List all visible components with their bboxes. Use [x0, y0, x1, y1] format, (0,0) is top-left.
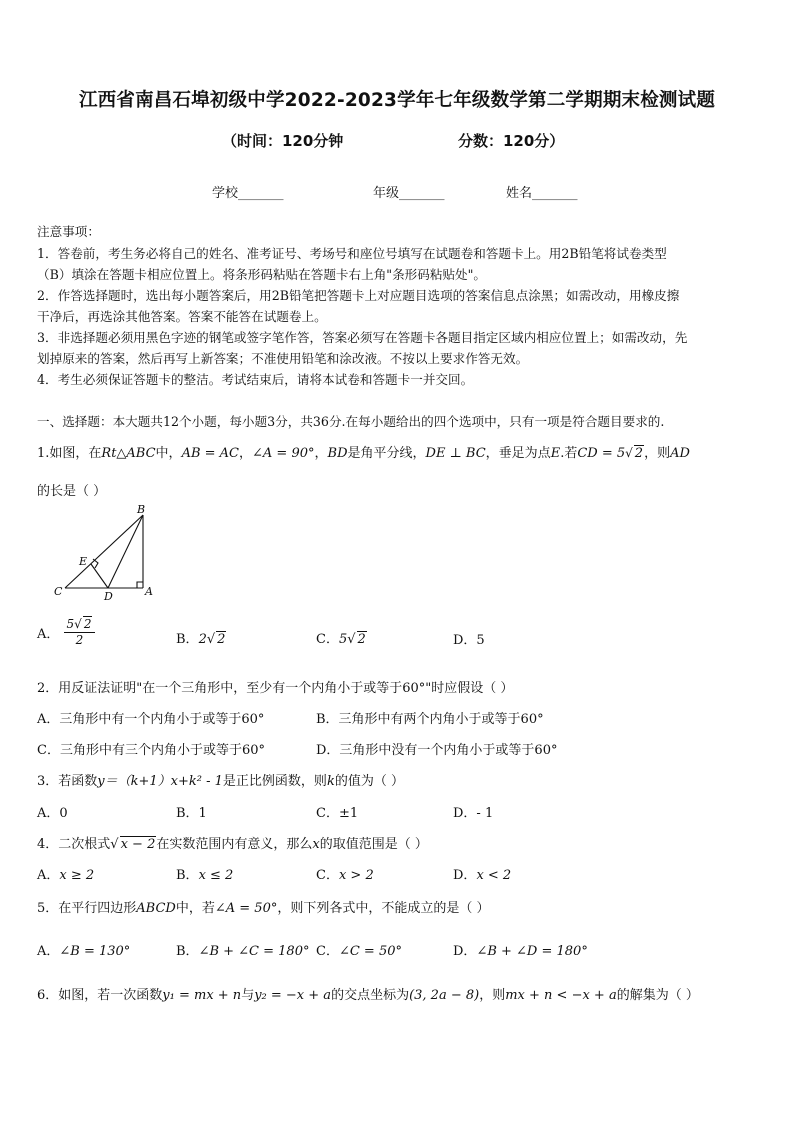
page-title: 江西省南昌石埠初级中学2022-2023学年七年级数学第二学期期末检测试题	[78, 90, 716, 111]
q3-option-a[interactable]: A．0	[37, 806, 68, 821]
q3-option-d[interactable]: D．- 1	[453, 806, 494, 821]
exam-time: （时间：120分钟	[222, 132, 344, 150]
q1-option-c[interactable]: C．5√ 2	[316, 632, 366, 647]
question-4-stem: 4．二次根式√ x − 2在实数范围内有意义，那么x的取值范围是（ ）	[37, 837, 428, 852]
q1-option-b[interactable]: B．2√ 2	[176, 632, 226, 647]
q5-option-b[interactable]: B．∠B + ∠C = 180°	[176, 944, 310, 959]
notice-line: 3．非选择题必须用黑色字迹的钢笔或签字笔作答，答案必须写在答题卡各题目指定区域内相应位置上；如需改动，先	[37, 330, 688, 345]
q4-option-d[interactable]: D．x < 2	[453, 868, 512, 883]
question-3-stem: 3．若函数y＝（k+1）x+k² - 1是正比例函数，则k的值为（ ）	[37, 774, 404, 789]
notice-line: 1．答卷前，考生务必将自己的姓名、准考证号、考场号和座位号填写在试题卷和答题卡上。用2B铅笔将试卷类型	[37, 246, 667, 261]
q2-option-a[interactable]: A．三角形中有一个内角小于或等于60°	[37, 712, 265, 727]
q5-option-c[interactable]: C．∠C = 50°	[316, 944, 402, 959]
notice-heading: 注意事项：	[37, 224, 100, 239]
vertex-label-e: E	[79, 555, 88, 568]
q5-option-a[interactable]: A．∠B = 130°	[37, 944, 131, 959]
school-field: 学校_______	[212, 186, 284, 201]
question-1-stem: 1.如图，在Rt△ABC中，AB = AC，∠A = 90°，BD是角平分线，DE ⊥ BC，垂足为点E.若CD = 5√ 2，则AD	[37, 446, 690, 461]
triangle-figure	[50, 502, 160, 600]
q2-option-c[interactable]: C．三角形中有三个内角小于或等于60°	[37, 743, 265, 758]
notice-line: 4．考生必须保证答题卡的整洁。考试结束后，请将本试卷和答题卡一并交回。	[37, 372, 474, 387]
vertex-label-d: D	[104, 590, 113, 600]
q2-option-d[interactable]: D．三角形中没有一个内角小于或等于60°	[316, 743, 558, 758]
q4-option-a[interactable]: A．x ≥ 2	[37, 868, 95, 883]
grade-field: 年级_______	[373, 186, 445, 201]
notice-line: （B）填涂在答题卡相应位置上。将条形码粘贴在答题卡右上角"条形码粘贴处"。	[37, 267, 487, 282]
q2-option-b[interactable]: B．三角形中有两个内角小于或等于60°	[316, 712, 544, 727]
section-heading: 一、选择题：本大题共12个小题，每小题3分，共36分.在每小题给出的四个选项中，只有一项是符合题目要求的.	[37, 414, 665, 429]
question-1-stem-line2: 的长是（ ）	[37, 484, 107, 499]
vertex-label-b: B	[137, 503, 146, 516]
question-6-stem: 6．如图，若一次函数y₁ = mx + n与y₂ = −x + a的交点坐标为(3, 2a − 8)，则mx + n < −x + a的解集为（ ）	[37, 988, 699, 1003]
exam-score: 分数：120分）	[458, 132, 565, 150]
q4-option-b[interactable]: B．x ≤ 2	[176, 868, 234, 883]
question-2-stem: 2．用反证法证明"在一个三角形中，至少有一个内角小于或等于60°"时应假设（ ）	[37, 681, 514, 696]
notice-line: 2．作答选择题时，选出每小题答案后，用2B铅笔把答题卡上对应题目选项的答案信息点涂黑；如需改动，用橡皮擦	[37, 288, 680, 303]
vertex-label-c: C	[54, 585, 63, 598]
q3-option-b[interactable]: B．1	[176, 806, 207, 821]
q4-option-c[interactable]: C．x > 2	[316, 868, 374, 883]
q1-option-d[interactable]: D．5	[453, 633, 485, 648]
q5-option-d[interactable]: D．∠B + ∠D = 180°	[453, 944, 588, 959]
notice-line: 干净后，再选涂其他答案。答案不能答在试题卷上。	[37, 309, 327, 324]
vertex-label-a: A	[145, 585, 153, 598]
name-field: 姓名_______	[506, 186, 578, 201]
q1-option-a[interactable]: A． $\frac{5√ 2}{2}$	[37, 617, 95, 648]
notice-line: 划掉原来的答案，然后再写上新答案；不准使用铅笔和涂改液。不按以上要求作答无效。	[37, 351, 529, 366]
question-5-stem: 5．在平行四边形ABCD中，若∠A = 50°，则下列各式中，不能成立的是（ ）	[37, 901, 490, 916]
q3-option-c[interactable]: C．±1	[316, 806, 359, 821]
